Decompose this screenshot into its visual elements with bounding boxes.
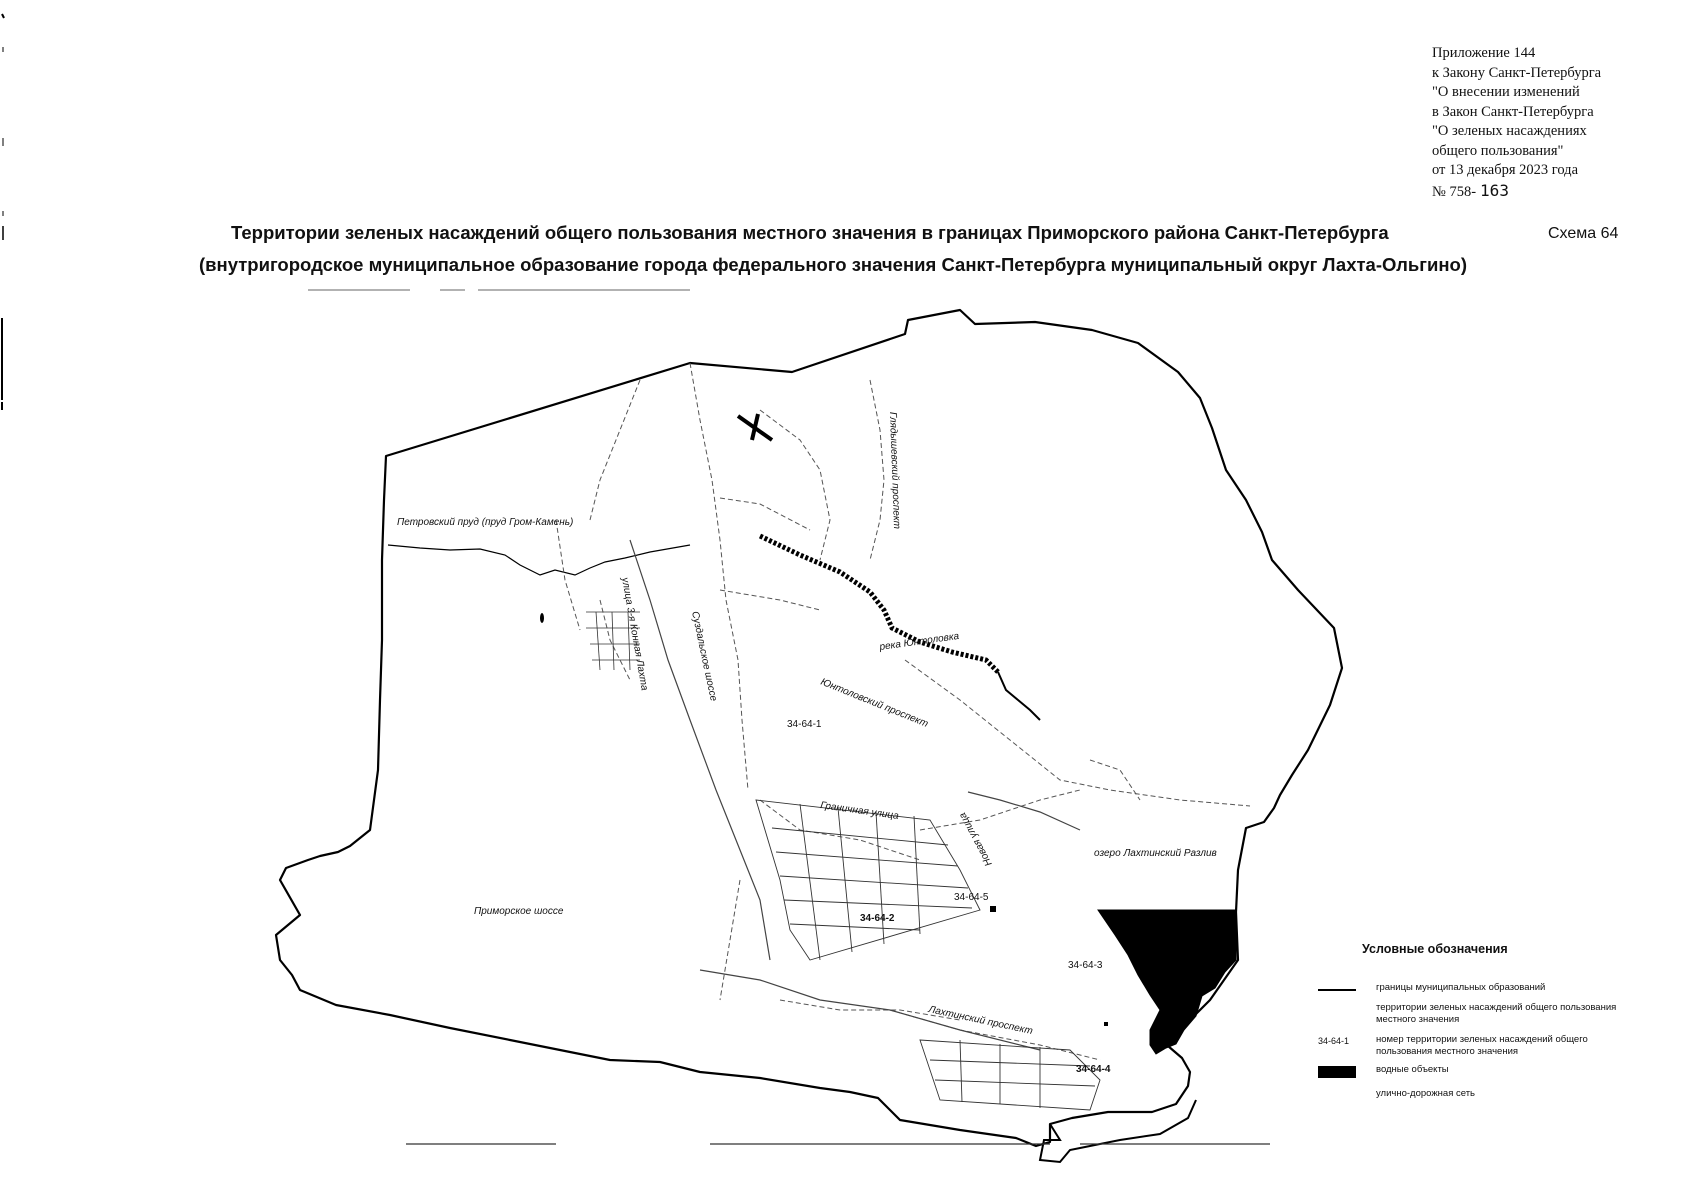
label-petrovsky-pond: Петровский пруд (пруд Гром-Камень) (397, 517, 574, 528)
lakhta-grid (920, 1040, 1100, 1110)
label-novaya-street: Новая улица (957, 810, 995, 868)
map-title: Территории зеленых насаждений общего пользования местного значения в границах Приморского района Санкт-Петербурга (231, 222, 1389, 243)
map-subtitle: (внутригородское муниципальное образование города федерального значения Санкт-Петербурга муниципальный округ Лахта-Ольгино) (199, 254, 1467, 275)
legend-title: Условные обозначения (1362, 942, 1508, 956)
zone-label-34-64-4: 34-64-4 (1076, 1064, 1111, 1075)
legend-item-text: улично-дорожная сеть (1376, 1088, 1476, 1099)
zone-label-34-64-2: 34-64-2 (860, 913, 895, 924)
zone-label-34-64-5: 34-64-5 (954, 892, 989, 903)
label-glukharskaya-prospekt: Глядышевский проспект (887, 411, 903, 530)
lake-water-body (1098, 910, 1236, 1054)
label-primorskoe-highway: Приморское шоссе (474, 906, 564, 917)
annex-line: "О внесении изменений (1432, 84, 1580, 100)
legend-item-road-network (1318, 1088, 1638, 1122)
legend-item-green-areas (1318, 1002, 1638, 1036)
coastal-pier (1040, 1100, 1196, 1162)
residential-grid (756, 800, 980, 960)
annex-line: Приложение 144 (1432, 45, 1536, 61)
creek-line (388, 545, 690, 575)
annex-line: в Закон Санкт-Петербурга (1432, 103, 1594, 120)
legend-symbol-water (1318, 1066, 1356, 1078)
zone-label-34-64-3: 34-64-3 (1068, 960, 1103, 971)
river-yuntolovka (760, 536, 998, 672)
law-number-prefix: № 758- (1432, 183, 1477, 200)
legend-item-text: территории зеленых насаждений общего пользования местного значения (1376, 1002, 1617, 1025)
annex-line: к Закону Санкт-Петербурга (1432, 64, 1602, 81)
zone-label-34-64-1: 34-64-1 (787, 719, 822, 730)
annex-line: от 13 декабря 2023 года (1432, 162, 1578, 178)
legend-symbol-line (1318, 989, 1356, 991)
scheme-number: Схема 64 (1548, 225, 1619, 242)
landmark-marker (738, 414, 772, 440)
label-suzdalskoe-highway: Суздальское шоссе (689, 610, 719, 703)
annex-line: общего пользования" (1432, 142, 1564, 159)
annex-line: "О зеленых насаждениях (1432, 123, 1587, 139)
label-lake-lakhtinsky: озеро Лахтинский Разлив (1094, 848, 1217, 859)
legend-item-text: водные объекты (1376, 1064, 1449, 1075)
legend-item-territory-number (1318, 1034, 1638, 1068)
label-river-yuntolovka: река Юнтоловка (878, 630, 960, 653)
label-street-3-konnaya-lakhta: улица 3-я Конная Лахта (619, 576, 650, 692)
legend-symbol-code: 34-64-1 (1318, 1036, 1350, 1046)
small-features (540, 613, 1108, 1026)
label-granichnaya-street: Граничная улица (819, 800, 900, 822)
legend-item-text: номер территории зеленых насаждений общего пользования местного значения (1376, 1034, 1588, 1057)
river-yuntolovka-lower (998, 672, 1040, 720)
legend-item-text: границы муниципальных образований (1376, 982, 1546, 993)
label-yuntolovsky-prospekt: Юнтоловский проспект (818, 676, 930, 730)
label-lakhtinsky-prospekt: Лахтинский проспект (927, 1004, 1034, 1038)
law-number-handwritten: 163 (1480, 180, 1509, 200)
